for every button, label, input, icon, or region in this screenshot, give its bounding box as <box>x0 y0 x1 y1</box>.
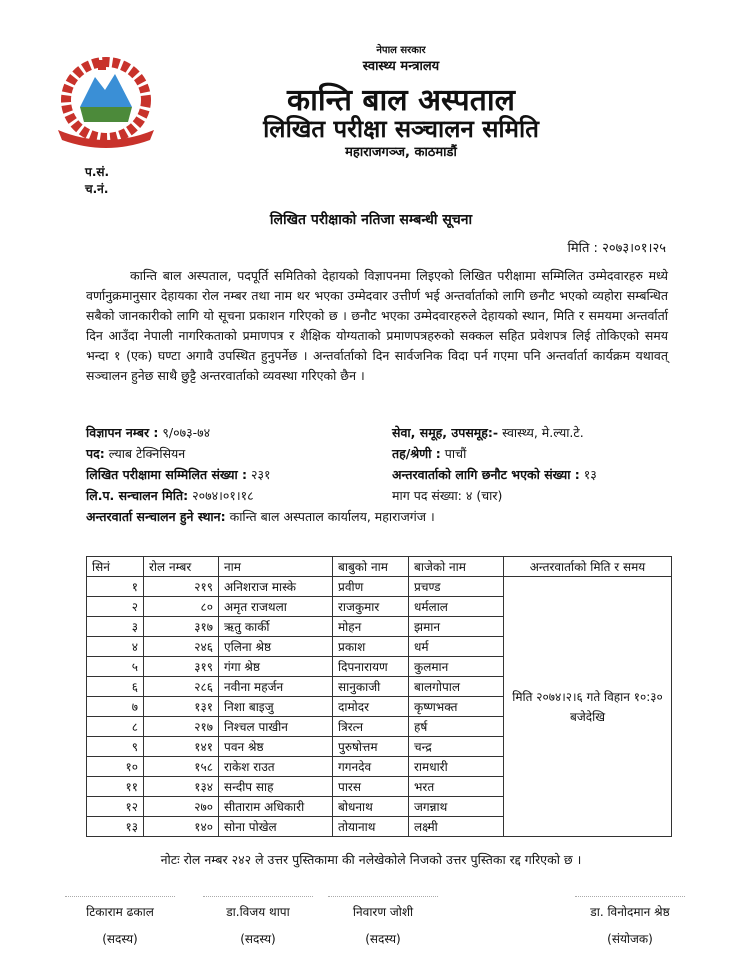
cell-grandfather: रामधारी <box>409 757 504 777</box>
signatory-role: (संयोजक) <box>607 932 653 946</box>
demand-posts: माग पद संख्या: ४ (चार) <box>392 488 503 503</box>
service-label: सेवा, समूह, उपसमूह:- <box>392 425 499 440</box>
level-label: तह/श्रेणी : <box>392 446 441 461</box>
cell-roll: १३१ <box>144 697 219 717</box>
cell-father: त्रिरत्न <box>333 717 409 737</box>
cell-name: अमृत राजथला <box>219 597 333 617</box>
cell-father: दिपनारायण <box>333 657 409 677</box>
cell-grandfather: कुलमान <box>409 657 504 677</box>
cell-roll: १३४ <box>144 777 219 797</box>
cell-name: सोना पोखेल <box>219 817 333 837</box>
venue: कान्ति बाल अस्पताल कार्यालय, महाराजगंज । <box>229 509 435 524</box>
ad-no: ९/०७३-७४ <box>162 425 211 440</box>
vacancy-info <box>86 422 676 527</box>
signatory-role: (सदस्य) <box>102 932 138 946</box>
government-label: नेपाल सरकार <box>376 45 426 56</box>
cell-grandfather: जगन्नाथ <box>409 797 504 817</box>
results-table <box>86 556 672 837</box>
cell-grandfather: हर्ष <box>409 717 504 737</box>
cell-roll: ३१७ <box>144 617 219 637</box>
header-father: बाबुको नाम <box>333 557 409 577</box>
cell-roll: २१९ <box>144 577 219 597</box>
cell-father: राजकुमार <box>333 597 409 617</box>
cell-sn: २ <box>87 597 144 617</box>
notice-body: कान्ति बाल अस्पताल, पदपूर्ति समितिको देहायको विज्ञापनमा लिइएको लिखित परीक्षामा सम्मिलित उम्मेदवारहरु मध्ये वर्णानुक्रमानुसार देहायका रोल नम्बर तथा नाम थर भएका उम्मेदवार उत्तीर्ण भई अन्तर्वार्ताको लागि छनौट भएको व्यहोरा सम्बन्धित सबैको जानकारीको लागि यो सूचना प्रकाशन गरिएको छ । छनौट भएका उम्मेदवारहरुले देहायको स्थान, मिति र समयमा अन्तर्वार्ता दिन आउँदा नेपाली नागरिकताको प्रमाणपत्र र शैक्षिक योग्यताको प्रमाणपत्रहरुको सक्कल सहित प्रवेशपत्र लिई तोकिएको समय भन्दा १ (एक) घण्टा अगावै उपस्थित हुनुपर्नेछ । अन्तर्वार्ताको दिन सार्वजनिक विदा पर्न गएमा पनि अन्तर्वार्ता कार्यक्रम यथावत् सञ्चालन हुनेछ साथै छुट्टै अन्तरवार्ताको व्यवस्था गरिएको छैन । <box>86 268 668 383</box>
committee-name: लिखित परीक्षा सञ्चालन समिति <box>263 115 539 143</box>
venue-label: अन्तरवार्ता सन्चालन हुने स्थान: <box>86 509 226 524</box>
cell-father: पारस <box>333 777 409 797</box>
cell-father: प्रकाश <box>333 637 409 657</box>
cell-name: सन्दीप साह <box>219 777 333 797</box>
exam-date: २०७४।०१।१८ <box>192 488 254 503</box>
cell-father: मोहन <box>333 617 409 637</box>
signatory-name: निवारण जोशी <box>352 905 414 919</box>
address: महाराजगञ्ज, काठमाडौं <box>345 145 457 160</box>
signatory-3 <box>318 896 448 947</box>
signatory-name: टिकाराम ढकाल <box>86 905 154 919</box>
cell-sn: ३ <box>87 617 144 637</box>
shortlisted-label: अन्तरवार्ताको लागि छनौट भएको संख्या : <box>392 467 580 482</box>
post-label: पद: <box>86 446 105 461</box>
cell-grandfather: भरत <box>409 777 504 797</box>
level: पाचौं <box>444 446 467 461</box>
signatory-2 <box>193 896 323 947</box>
cell-grandfather: प्रचण्ड <box>409 577 504 597</box>
ad-no-label: विज्ञापन नम्बर : <box>86 425 159 440</box>
signatory-name: डा. विनोदमान श्रेष्ठ <box>590 905 670 919</box>
cell-roll: १४१ <box>144 737 219 757</box>
signatory-1 <box>55 896 185 947</box>
header-roll: रोल नम्बर <box>144 557 219 577</box>
exam-date-label: लि.प. सन्चालन मिति: <box>86 488 189 503</box>
cell-name: सीताराम अधिकारी <box>219 797 333 817</box>
cell-grandfather: धर्मलाल <box>409 597 504 617</box>
signatory-name: डा.विजय थापा <box>226 905 290 919</box>
header-sn: सिनं <box>87 557 144 577</box>
cell-sn: ५ <box>87 657 144 677</box>
signatory-4 <box>565 896 695 947</box>
cell-grandfather: झमान <box>409 617 504 637</box>
table-row <box>87 577 672 597</box>
cell-name: एलिना श्रेष्ठ <box>219 637 333 657</box>
cell-grandfather: लक्ष्मी <box>409 817 504 837</box>
cell-name: गंगा श्रेष्ठ <box>219 657 333 677</box>
cell-grandfather: कृष्णभक्त <box>409 697 504 717</box>
signatory-role: (सदस्य) <box>240 932 276 946</box>
post: ल्याब टेक्निसियन <box>108 446 186 461</box>
cell-sn: ११ <box>87 777 144 797</box>
footnote: नोटः रोल नम्बर २४२ ले उत्तर पुस्तिकामा की नलेखेकोले निजको उत्तर पुस्तिका रद्द गरिएको छ । <box>160 852 582 867</box>
cell-father: गगनदेव <box>333 757 409 777</box>
signatory-role: (सदस्य) <box>365 932 401 946</box>
cell-sn: १२ <box>87 797 144 817</box>
header-grandfather: बाजेको नाम <box>409 557 504 577</box>
cell-name: नवीना महर्जन <box>219 677 333 697</box>
cell-roll: १४० <box>144 817 219 837</box>
written-count-label: लिखित परीक्षामा सम्मिलित संख्या : <box>86 467 248 482</box>
notice-date: मिति : २०७३।०१।२५ <box>567 241 666 256</box>
cell-roll: ८० <box>144 597 219 617</box>
signature-line <box>575 896 685 897</box>
signature-line <box>203 896 313 897</box>
cell-roll: २१७ <box>144 717 219 737</box>
cell-father: प्रवीण <box>333 577 409 597</box>
ministry-name: स्वास्थ्य मन्त्रालय <box>362 59 440 74</box>
dispatch-number-label: च.नं. <box>85 182 109 196</box>
cell-grandfather: धर्म <box>409 637 504 657</box>
cell-name: पवन श्रेष्ठ <box>219 737 333 757</box>
hospital-name: कान्ति बाल अस्पताल <box>287 83 515 118</box>
cell-roll: २७० <box>144 797 219 817</box>
written-count: २३१ <box>251 467 271 482</box>
header-interview: अन्तरवार्ताको मिति र समय <box>504 557 672 577</box>
header-name: नाम <box>219 557 333 577</box>
notice-subject: लिखित परीक्षाको नतिजा सम्बन्धी सूचना <box>269 212 473 228</box>
cell-sn: ४ <box>87 637 144 657</box>
cell-sn: ७ <box>87 697 144 717</box>
ref-number-label: प.सं. <box>85 165 110 179</box>
cell-sn: १ <box>87 577 144 597</box>
shortlisted-count: १३ <box>583 467 597 482</box>
cell-sn: १३ <box>87 817 144 837</box>
cell-father: पुरुषोत्तम <box>333 737 409 757</box>
cell-father: बोधनाथ <box>333 797 409 817</box>
cell-name: ऋतु कार्की <box>219 617 333 637</box>
cell-father: सानुकाजी <box>333 677 409 697</box>
cell-roll: ३१९ <box>144 657 219 677</box>
cell-father: दामोदर <box>333 697 409 717</box>
cell-sn: १० <box>87 757 144 777</box>
cell-sn: ८ <box>87 717 144 737</box>
cell-name: राकेश राउत <box>219 757 333 777</box>
cell-name: निश्चल पाखीन <box>219 717 333 737</box>
cell-name: निशा बाइजु <box>219 697 333 717</box>
cell-grandfather: चन्द्र <box>409 737 504 757</box>
cell-roll: २८६ <box>144 677 219 697</box>
cell-roll: १५८ <box>144 757 219 777</box>
signature-line <box>65 896 175 897</box>
cell-father: तोयानाथ <box>333 817 409 837</box>
interview-datetime: मिति २०७४।२।६ गते विहान १०:३० बजेदेखि <box>504 577 672 837</box>
cell-roll: २४६ <box>144 637 219 657</box>
cell-name: अनिशराज मास्के <box>219 577 333 597</box>
cell-grandfather: बालगोपाल <box>409 677 504 697</box>
cell-sn: ६ <box>87 677 144 697</box>
table-header-row <box>87 557 672 577</box>
cell-sn: ९ <box>87 737 144 757</box>
service: स्वास्थ्य, मे.ल्या.टे. <box>502 425 584 440</box>
signature-line <box>328 896 438 897</box>
